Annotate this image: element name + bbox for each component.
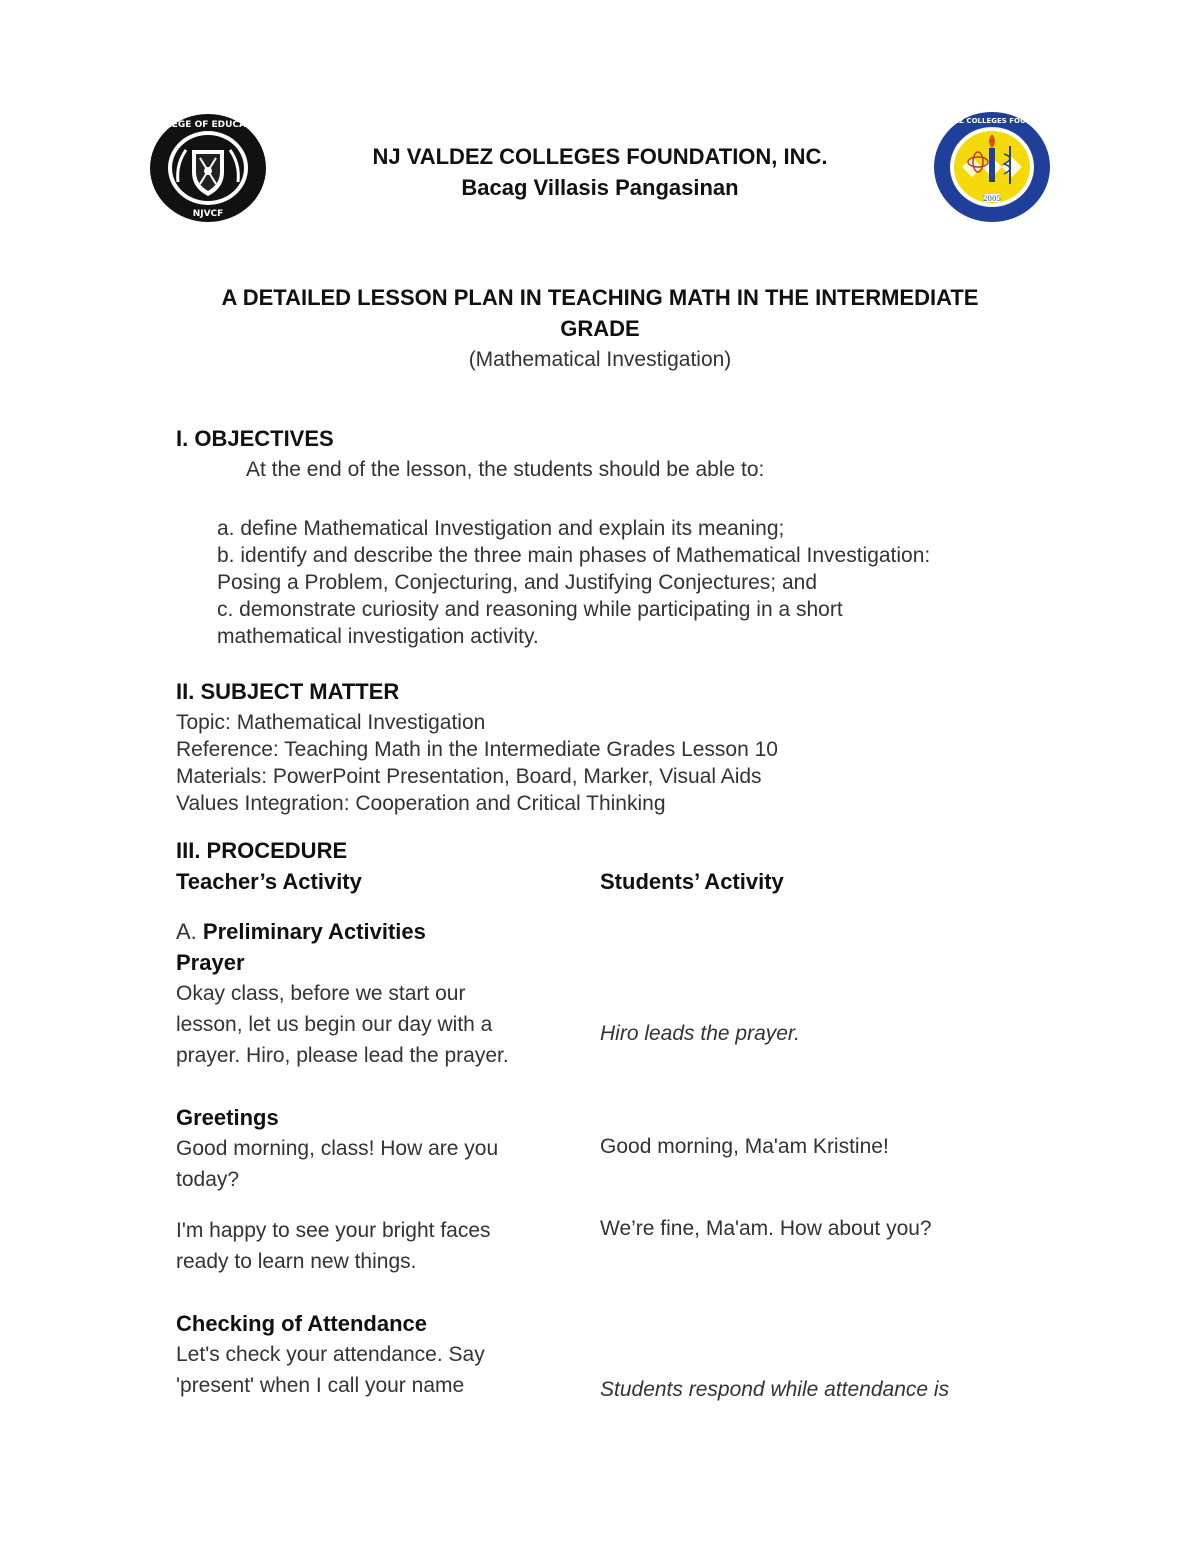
college-of-education-seal-icon (148, 112, 268, 224)
objective-item: a. define Mathematical Investigation and explain its meaning; (217, 517, 785, 540)
njvcf-seal-icon (922, 110, 1062, 224)
institution-name: NJ VALDEZ COLLEGES FOUNDATION, INC. (372, 144, 828, 169)
greetings-teacher-line: Good morning, class! How are you (176, 1137, 499, 1160)
subject-matter-line: Topic: Mathematical Investigation (176, 711, 486, 734)
greetings-student-response-1: Good morning, Ma'am Kristine! (600, 1135, 889, 1158)
objectives-heading: I. OBJECTIVES (176, 426, 334, 451)
right-seal-ring-text: NJ VALDEZ COLLEGES FOUNDATION (922, 117, 1062, 125)
document-title-line2: GRADE (560, 316, 640, 341)
prayer-teacher-line: prayer. Hiro, please lead the prayer. (176, 1044, 509, 1067)
greetings-teacher-text-2 (176, 1215, 566, 1277)
greetings-teacher-line: I'm happy to see your bright faces (176, 1219, 491, 1242)
objective-item: c. demonstrate curiosity and reasoning while participating in a short (217, 598, 843, 621)
prayer-title: Prayer (176, 950, 245, 975)
subject-matter-heading: II. SUBJECT MATTER (176, 679, 400, 704)
document-subtitle: (Mathematical Investigation) (468, 348, 732, 371)
greetings-title: Greetings (176, 1105, 279, 1130)
left-seal-bottom-text: NJVCF (192, 209, 224, 219)
greetings-teacher-text-1 (176, 1133, 566, 1195)
prayer-teacher-line: Okay class, before we start our (176, 982, 466, 1005)
greetings-teacher-line: today? (176, 1168, 240, 1191)
attendance-teacher-text (176, 1339, 566, 1401)
attendance-student-response: Students respond while attendance is (600, 1378, 950, 1401)
subject-matter-line: Values Integration: Cooperation and Critical Thinking (176, 792, 666, 815)
section-prefix: A. (176, 919, 197, 944)
section-title: Preliminary Activities (202, 919, 426, 944)
objective-item: b. identify and describe the three main phases of Mathematical Investigation: (217, 544, 931, 567)
prayer-teacher-line: lesson, let us begin our day with a (176, 1013, 493, 1036)
greetings-student-response-2: We’re fine, Ma'am. How about you? (600, 1217, 932, 1240)
objective-item: mathematical investigation activity. (217, 625, 539, 648)
attendance-teacher-line: Let's check your attendance. Say (176, 1343, 485, 1366)
students-activity-header: Students’ Activity (600, 869, 784, 894)
subject-matter-line: Materials: PowerPoint Presentation, Board, Marker, Visual Aids (176, 765, 762, 788)
teacher-activity-header: Teacher’s Activity (176, 869, 362, 894)
objectives-intro: At the end of the lesson, the students should be able to: (246, 458, 765, 481)
right-seal-year: 2005 (983, 195, 1001, 203)
attendance-teacher-line: 'present' when I call your name (176, 1374, 465, 1397)
subject-matter-line: Reference: Teaching Math in the Intermediate Grades Lesson 10 (176, 738, 778, 761)
document-title-line1: A DETAILED LESSON PLAN IN TEACHING MATH IN THE INTERMEDIATE (221, 285, 979, 310)
prayer-teacher-text (176, 978, 566, 1071)
greetings-teacher-line: ready to learn new things. (176, 1250, 417, 1273)
prayer-student-response: Hiro leads the prayer. (600, 1022, 800, 1045)
procedure-heading: III. PROCEDURE (176, 838, 348, 863)
section-preliminary-activities (176, 918, 426, 945)
institution-address: Bacag Villasis Pangasinan (461, 175, 739, 200)
attendance-title: Checking of Attendance (176, 1311, 427, 1336)
left-seal-ring-text: COLLEGE OF EDUCATION (146, 120, 270, 130)
objective-item: Posing a Problem, Conjecturing, and Justifying Conjectures; and (217, 571, 817, 594)
